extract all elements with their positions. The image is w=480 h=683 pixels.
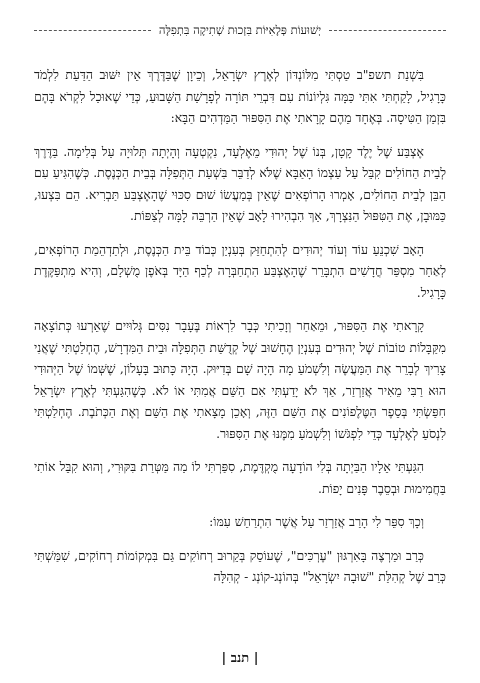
paragraph: הִגַּעְתִּי אֵלָיו הַבַּיְתָה בְּלִי הוֹדָעָה מֻקְדֶּמֶת, סִפַּרְתִּי לוֹ מַה מַּטְּרַת בִּקּוּרִי, וְהוּא קִבֵּל אוֹתִי בַּחֲמִימוּת וּבְסֵבֶר פָּנִים יָפוֹת. (34, 459, 446, 496)
page-number: | תנב | (221, 651, 259, 666)
book-page (34, 22, 446, 666)
paragraph: קָרָאתִי אֶת הַסִּפּוּר, וּמֵאַחַר וְזָכִיתִי כְּבָר לִרְאוֹת בֶּעָבָר נִסִּים גְּלוּיִים שֶׁאֵרְעוּ כְּתוֹצָאָה מִקַּבָּלוֹת טוֹבוֹת שֶׁל יְהוּדִים בְּעִנְיַן הֶחָשׁוּב שֶׁל קְדֻשַּׁת הַתְּפִלָּה וּבֵית הַמִּדְרָשׁ, הֶחְלַטְתִּי שֶׁאֲנִי צָרִיךְ לְבָרֵר אֶת הַמַּעֲשֶׂה וְלִשְׁמֹעַ מָה הָיָה שָׁם בְּדִיּוּק. הָיָה כָּתוּב בָּעָלוֹן, שֶׁשְּׁמוֹ שֶׁל הַיְּהוּדִי הוּא רַבִּי מֵאִיר אֲזַרְזַר, אַךְ לֹא יָדַעְתִּי אִם הַשֵּׁם אֲמִתִּי אוֹ לֹא. כְּשֶׁהִגַּעְתִּי לְאֶרֶץ יִשְׂרָאֵל חִפַּשְׂתִּי בְּסֵפֶר הַטֶּלֶפוֹנִים אֶת הַשֵּׁם הַזֶּה, וְאָכֵן מָצָאתִי אֶת הַשֵּׁם וְאֶת הַכְּתֹבֶת. הֶחְלַטְתִּי לִנְסֹעַ לְאֶלְעָד כְּדֵי לִפְגֹּשׁוֹ וְלִשְׁמֹעַ מִמֶּנּוּ אֶת הַסִּפּוּר. (34, 318, 446, 441)
running-header (34, 22, 446, 38)
paragraph: הָאָב שִׁכְנֵעַ עוֹד וְעוֹד יְהוּדִים לְהִתְחַזֵּק בְּעִנְיַן כְּבוֹד בֵּית הַכְּנֶסֶת, וּלְתַדְהֵמַת הָרוֹפְאִים, לְאַחַר מִסְפַּר חֳדָשִׁים הִתְבָּרֵר שֶׁהָאֶצְבַּע הִתְחַבְּרָה לְכַף הַיָּד בְּאֹפֶן מֻשְׁלָם, וְהִיא מִתְפַּקֶּדֶת כָּרָגִיל. (34, 241, 446, 300)
header-dash-line (329, 30, 446, 31)
header-dash-line (34, 30, 151, 31)
chapter-title: יְשׁוּעוֹת פְּלָאִיּוֹת בִּזְכוּת שְׁתִיקָה בִּתְפִלָּה (158, 23, 322, 37)
paragraph: אֶצְבַּע שֶׁל יֶלֶד קָטָן, בְּנוֹ שֶׁל יְהוּדִי מֵאֶלְעָד, נִקְטְעָה וְהָיְתָה תְּלוּיָה עַל בְּלִימָה. בַּדֶּרֶךְ לְבֵית הַחוֹלִים קִבֵּל עַל עַצְמוֹ הָאַבָּא שֶׁלֹּא לְדַבֵּר בִּשְׁעַת הַתְּפִלָּה בְּבֵית הַכְּנֶסֶת. כְּשֶׁהִגִּיעַ עִם הַבֵּן לְבֵית הַחוֹלִים, אָמְרוּ הָרוֹפְאִים שֶׁאֵין בְּמַעֲשׂוֹ שׁוּם סִכּוּי שֶׁהָאֶצְבַּע תַּבְרִיא. הֵם בִּצְעוּ, כַּמּוּבָן, אֶת הַטִּפּוּל הַנִּצְרָךְ, אַךְ הִבְהִירוּ לָאָב שֶׁאֵין הַרְבֵּה לָמָּה לְצַפּוֹת. (34, 143, 446, 223)
paragraph: כְּרַב וּמַרְצֶה בָּאִרְגּוּן "עֶרְכִּים", שֶׁעוֹסֵק בְּקֵרוּב רְחוֹקִים גַּם בִּמְקוֹמוֹת רְחוֹקִים, שִׁמַּשְׁתִּי כְּרַב שֶׁל קְהִלַּת "שׁוּבָה יִשְׂרָאֵל" בְּהוֹנְג-קוֹנְג - קְהִלָּה (34, 547, 446, 584)
paragraph: בִּשְׁנַת תשפ"ב טַסְתִּי מִלּוֹנְדּוֹן לְאֶרֶץ יִשְׂרָאֵל, וְכֵיוָן שֶׁבַּדֶּרֶךְ אֵין יִשּׁוּב הַדַּעַת לִלְמֹד כָּרָגִיל, לָקַחְתִּי אִתִּי כַּמָּה גִּלְיוֹנוֹת עִם דִּבְרֵי תּוֹרָה לְפָרָשַׁת הַשָּׁבוּעַ, כְּדֵי שֶׁאוּכַל לִקְרֹא בָּהֶם בִּזְמַן הַטִּיסָה. בְּאֶחָד מֵהֶם קָרָאתִי אֶת הַסִּפּוּר הַמַּדְהִים הַבָּא: (34, 67, 446, 125)
paragraph: וְכָךְ סִפֵּר לִי הָרַב אֲזַרְזַר עַל אֲשֶׁר הִתְרַחֵשׁ עִמּוֹ: (209, 514, 424, 529)
